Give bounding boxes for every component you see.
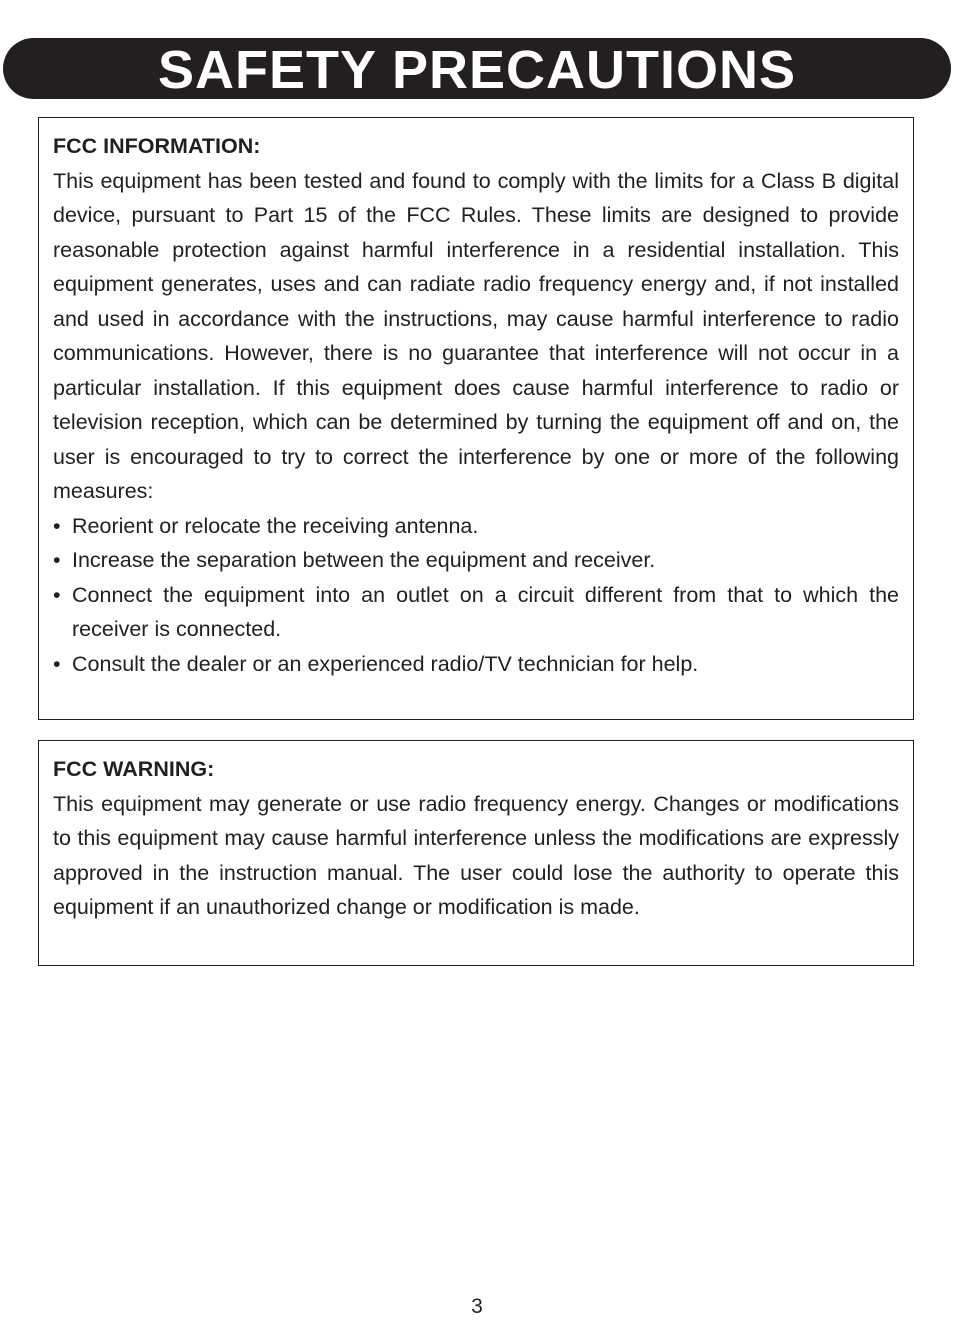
bullet-icon: • [53,548,61,572]
title-banner [3,38,951,99]
list-item [53,647,899,682]
page-number: 3 [471,1295,483,1318]
fcc-information-heading: FCC INFORMATION: [53,134,261,158]
measure-text: Reorient or relocate the receiving antenna. [72,513,479,538]
list-item [53,543,899,578]
bullet-icon: • [53,651,61,676]
measure-text: Connect the equipment into an outlet on a circuit different from that to which the receiver is connected. [72,582,899,641]
fcc-warning-body: This equipment may generate or use radio frequency energy. Changes or modifications to this equipment may cause harmful interference unless the modifications are expressly approved in the instruction manual. The user could lose the authority to operate this equipment if an unauthorized change or modification is made. [53,791,899,919]
page-title: SAFETY PRECAUTIONS [157,39,797,100]
measures-list [53,509,899,682]
fcc-information-box [38,117,914,720]
bullet-icon: • [53,582,61,607]
bullet-icon: • [53,513,61,538]
measure-text: Consult the dealer or an experienced radio/TV technician for help. [72,651,699,676]
fcc-warning-box [38,740,914,966]
list-item [53,509,899,544]
fcc-information-body: This equipment has been tested and found to comply with the limits for a Class B digital device, pursuant to Part 15 of the FCC Rules. These limits are designed to provide reasonable protection against harmful interference in a residential installation. This equipment generates, uses and can radiate radio frequency energy and, if not installed and used in accordance with the instructions, may cause harmful interference to radio communications. However, there is no guarantee that interference will not occur in a particular installation. If this equipment does cause harmful interference to radio or television reception, which can be determined by turning the equipment off and on, the user is encouraged to try to correct the interference by one or more of the following measures: [53,168,899,503]
measure-text: Increase the separation between the equipment and receiver. [72,548,656,572]
fcc-warning-heading: FCC WARNING: [53,757,215,781]
list-item [53,578,899,647]
